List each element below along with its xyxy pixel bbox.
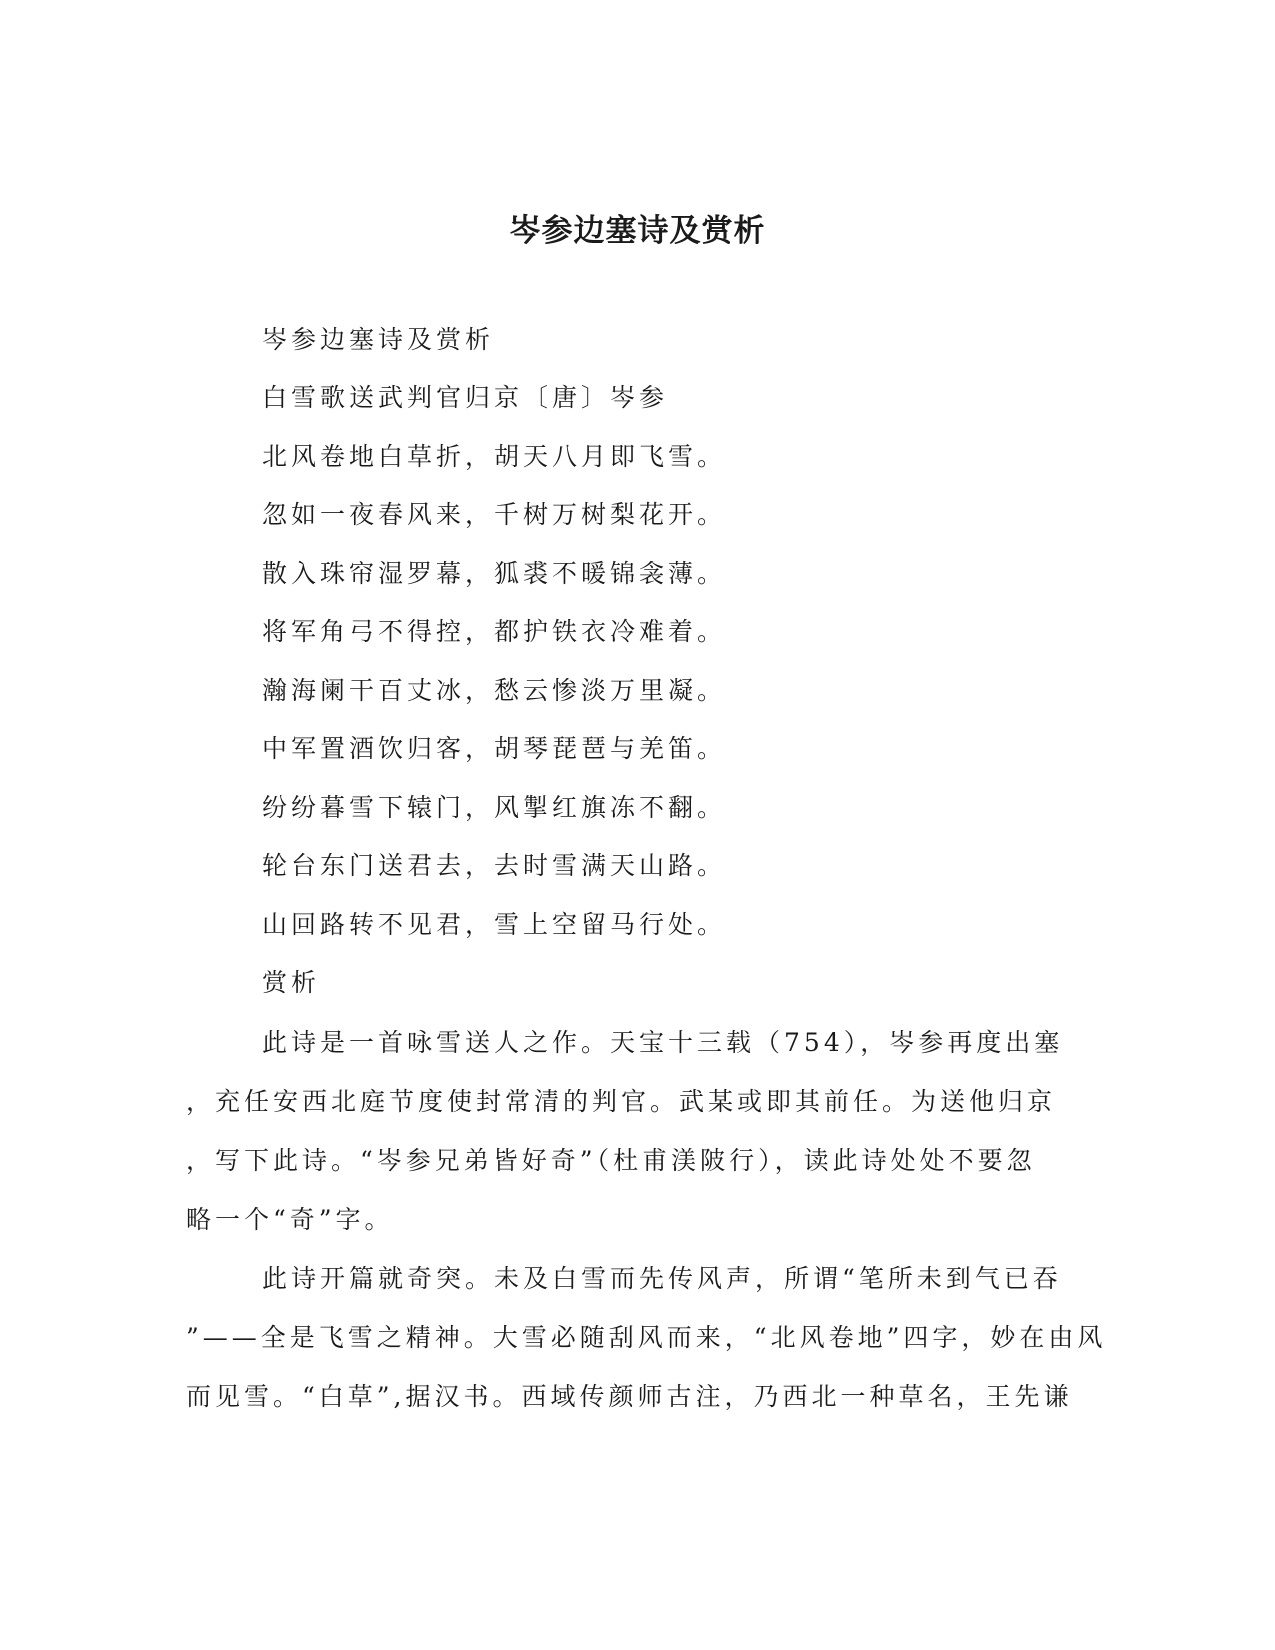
- heading-line: 岑参边塞诗及赏析: [262, 325, 495, 354]
- poem-line: 纷纷暮雪下辕门，风掣红旗冻不翻。: [262, 793, 727, 822]
- poem-line: 散入珠帘湿罗幕，狐裘不暖锦衾薄。: [262, 559, 727, 588]
- paragraph-line: ”——全是飞雪之精神。大雪必随刮风而来，“北风卷地”四字，妙在由风: [186, 1323, 1107, 1352]
- paragraph-line: 此诗开篇就奇突。未及白雪而先传风声，所谓“笔所未到气已吞: [262, 1264, 1062, 1293]
- paragraph-line: 而见雪。“白草”,据汉书。西域传颜师古注，乃西北一种草名，王先谦: [186, 1382, 1073, 1411]
- poem-line: 北风卷地白草折，胡天八月即飞雪。: [262, 442, 727, 471]
- poem-line: 忽如一夜春风来，千树万树梨花开。: [262, 500, 727, 529]
- paragraph-line: ，写下此诗。“岑参兄弟皆好奇”（杜甫渼陂行），读此诗处处不要忽: [186, 1146, 1036, 1175]
- poem-line: 瀚海阑干百丈冰，愁云惨淡万里凝。: [262, 676, 727, 705]
- poem-line: 山回路转不见君，雪上空留马行处。: [262, 910, 727, 939]
- analysis-label: 赏析: [262, 968, 321, 997]
- document-title: 岑参边塞诗及赏析: [509, 213, 766, 249]
- poem-line: 轮台东门送君去，去时雪满天山路。: [262, 851, 727, 880]
- paragraph-line: 此诗是一首咏雪送人之作。天宝十三载（754），岑参再度出塞: [262, 1028, 1064, 1057]
- poem-header: 白雪歌送武判官归京〔唐〕岑参: [262, 383, 669, 412]
- paragraph-line: 略一个“奇”字。: [186, 1205, 394, 1234]
- poem-line: 将军角弓不得控，都护铁衣冷难着。: [262, 617, 727, 646]
- poem-line: 中军置酒饮归客，胡琴琵琶与羌笛。: [262, 734, 727, 763]
- paragraph-line: ，充任安西北庭节度使封常清的判官。武某或即其前任。为送他归京: [186, 1087, 1057, 1116]
